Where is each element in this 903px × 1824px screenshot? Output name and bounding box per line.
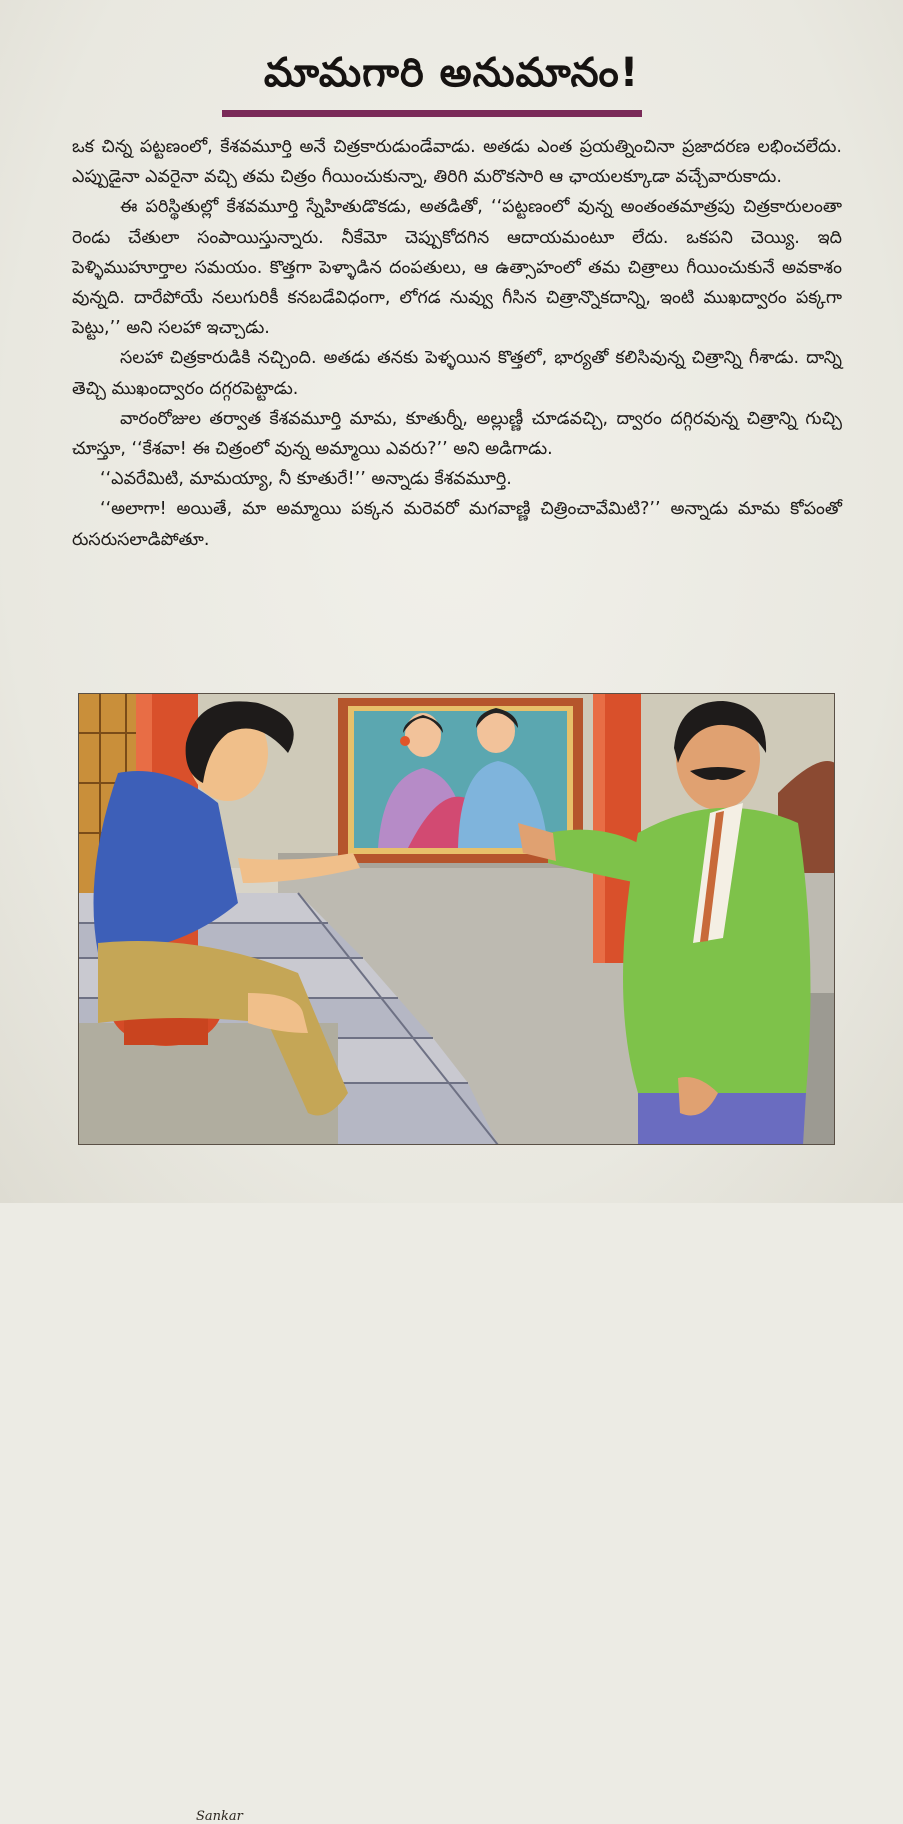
story-paragraph: సలహా చిత్రకారుడికి నచ్చింది. అతడు తనకు పెళ్ళయిన కొత్తలో, భార్యతో కలిసివున్న చిత్రాన్ని గీశాడు. దాన్ని తెచ్చి ముఖంద్వారం దగ్గరపెట్టాడు. (72, 348, 842, 399)
artist-signature: Sankar (196, 1809, 243, 1824)
illustration-drawing (78, 693, 835, 1145)
story-body (72, 132, 842, 555)
story-paragraph: ‘‘అలాగా! అయితే, మా అమ్మాయి పక్కన మరెవరో మగవాణ్ణి చిత్రించావేమిటి?’’ అన్నాడు మామ కోపంతో రుసరుసలాడిపోతూ. (72, 499, 842, 550)
page-footer (0, 1152, 903, 1182)
story-illustration (78, 693, 835, 1824)
story-title: మామగారి అనుమానం! (263, 50, 640, 96)
story-paragraph: వారంరోజుల తర్వాత కేశవమూర్తి మామ, కూతుర్నీ, అల్లుణ్ణీ చూడవచ్చి, ద్వారం దగ్గిరవున్న చిత్రాన్ని గుచ్చి చూస్తూ, ‘‘కేశవా! ఈ చిత్రంలో వున్న అమ్మాయి ఎవరు?’’ అని అడిగాడు. (72, 408, 842, 460)
story-paragraph: ‘‘ఎవరేమిటి, మామయ్యా, నీ కూతురే!’’ అన్నాడు కేశవమూర్తి. (100, 469, 512, 490)
title-underline (222, 110, 642, 117)
story-paragraph: ఒక చిన్న పట్టణంలో, కేశవమూర్తి అనే చిత్రకారుడుండేవాడు. అతడు ఎంత ప్రయత్నించినా ప్రజాదరణ లభించలేదు. ఎప్పుడైనా ఎవరైనా వచ్చి తమ చిత్రం గీయించుకున్నా, తిరిగి మరొకసారి ఆ ఛాయలక్కూడా వచ్చేవారుకాదు. (72, 137, 842, 188)
story-paragraph: ఈ పరిస్థితుల్లో కేశవమూర్తి స్నేహితుడొకడు, అతడితో, ‘‘పట్టణంలో వున్న అంతంతమాత్రపు చిత్రకారులంతా రెండు చేతులా సంపాయిస్తున్నారు. నీకేమో చెప్పుకోదగిన ఆదాయమంటూ లేదు. ఒకపని చెయ్యి. ఇది పెళ్ళిముహూర్తాల సమయం. కొత్తగా పెళ్ళాడిన దంపతులు, ఆ ఉత్సాహంలో తమ చిత్రాలు గీయించుకునే అవకాశం వున్నది. దారేపోయే నలుగురికీ కనబడేవిధంగా, లోగడ నువ్వు గీసిన చిత్రాన్నొకదాన్ని, ఇంటి ముఖద్వారం పక్కగా పెట్టు,’’ అని సలహా ఇచ్చాడు. (72, 197, 842, 339)
